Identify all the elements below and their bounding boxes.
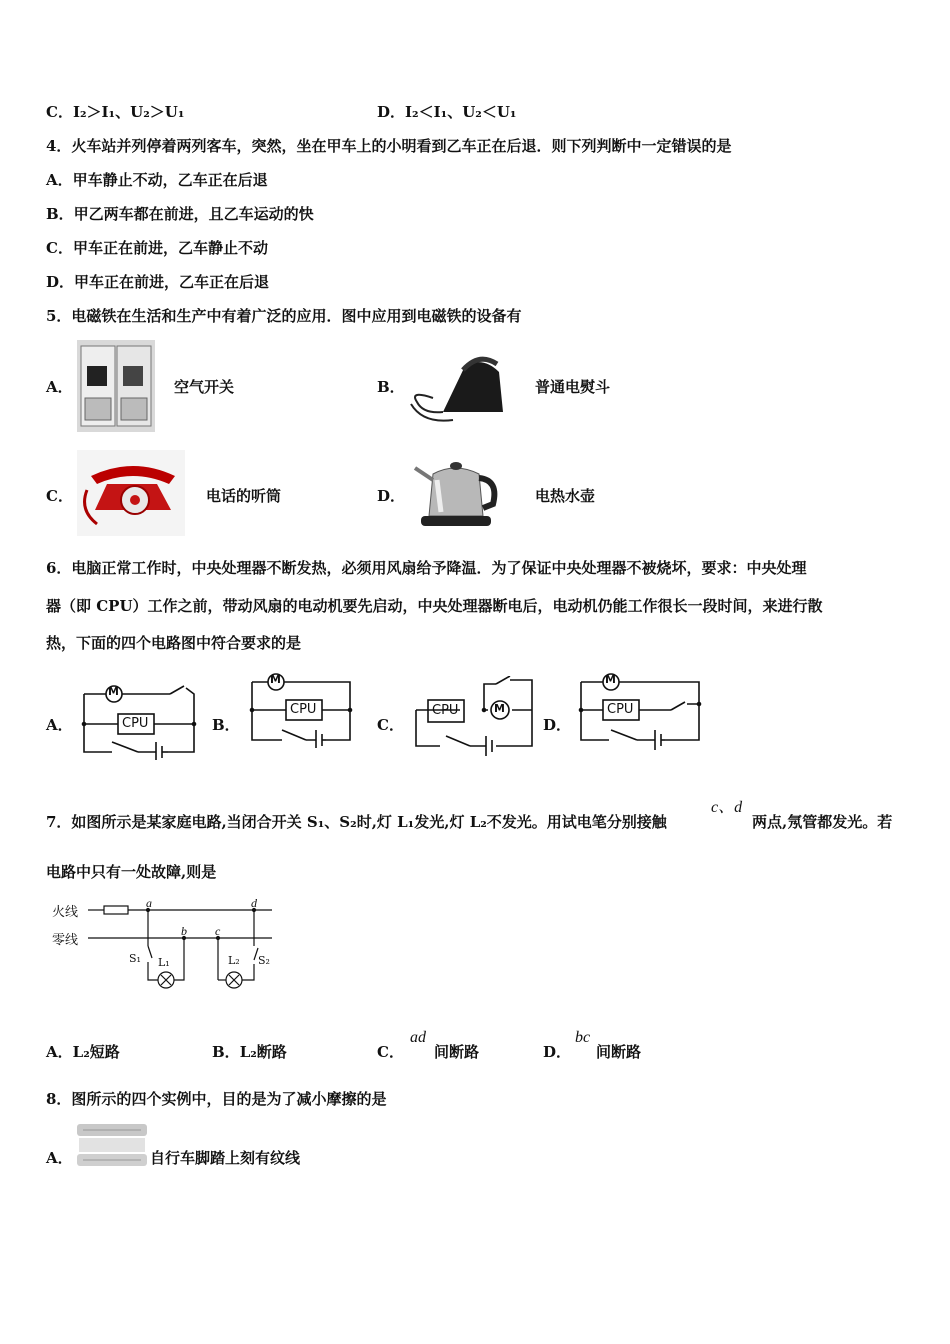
q7-line-1a: 7．如图所示是某家庭电路,当闭合开关 S₁、S₂时,灯 L₁发光,灯 L₂不发光。用试电笔分别接触 xyxy=(46,813,667,831)
q7-option-a-label: A． xyxy=(46,1043,73,1061)
q8-option-a-text: 自行车脚踏上刻有纹线 xyxy=(150,1149,301,1167)
q5-option-a-text: 空气开关 xyxy=(174,378,235,396)
q6-line-2: 器（即 CPU）工作之前，带动风扇的电动机要先启动，中央处理器断电后，电动机仍能工作很长一段时间，来进行散 xyxy=(46,597,823,615)
bicycle-pedal-image xyxy=(77,1122,147,1168)
q7-option-d-text: 间断路 xyxy=(596,1043,642,1061)
q3-option-d xyxy=(377,102,517,122)
q7-option-b-text: L₂断路 xyxy=(239,1043,287,1061)
point-d: d xyxy=(251,896,257,910)
circuit-d-cpu-label: CPU xyxy=(607,702,634,717)
q4-option-d: D．甲车正在前进，乙车正在后退 xyxy=(46,273,270,291)
circuit-a-motor-label: M xyxy=(108,685,119,698)
circuit-b-motor-label: M xyxy=(270,673,281,686)
q6-option-d-label: D． xyxy=(543,716,572,734)
q7-option-c-label: C． xyxy=(377,1043,404,1061)
q3-option-d-text: I₂＜I₁、U₂＜U₁ xyxy=(405,103,517,121)
q7-option-b-label: B． xyxy=(212,1043,240,1061)
neutral-wire-label: 零线 xyxy=(52,933,79,948)
q5-option-b-text: 普通电熨斗 xyxy=(535,378,611,396)
q3-option-d-label: D． xyxy=(377,103,406,121)
q5-option-c-text: 电话的听筒 xyxy=(206,487,282,505)
q5-option-d-label: D． xyxy=(377,487,406,505)
live-wire-label: 火线 xyxy=(52,905,79,920)
q6-line-3: 热，下面的四个电路图中符合要求的是 xyxy=(46,634,302,652)
q5-option-b-label: B． xyxy=(377,378,405,396)
circuit-a xyxy=(78,680,198,760)
circuit-c xyxy=(410,676,536,764)
q7-option-c-math: ad xyxy=(410,1029,426,1046)
q8-option-a-label: A． xyxy=(46,1149,73,1167)
q6-option-a-label: A． xyxy=(46,716,73,734)
q8-stem: 8．图所示的四个实例中，目的是为了减小摩擦的是 xyxy=(46,1090,387,1108)
q7-points-cd: c、d xyxy=(711,799,743,816)
q5-option-a-label: A． xyxy=(46,378,73,396)
q5-stem: 5．电磁铁在生活和生产中有着广泛的应用．图中应用到电磁铁的设备有 xyxy=(46,307,522,325)
q4-option-c: C．甲车正在前进，乙车静止不动 xyxy=(46,239,268,257)
q4-option-b: B．甲乙两车都在前进，且乙车运动的快 xyxy=(46,205,314,223)
switch-s2-label: S₂ xyxy=(258,954,270,967)
q3-option-c-label: C． xyxy=(46,103,73,121)
q3-option-c-text: I₂＞I₁、U₂＞U₁ xyxy=(72,103,185,121)
q4-stem: 4．火车站并列停着两列客车，突然，坐在甲车上的小明看到乙车正在后退．则下列判断中一定错误的是 xyxy=(46,137,732,155)
q5-option-d-text: 电热水壶 xyxy=(535,487,596,505)
lamp-l2-label: L₂ xyxy=(228,954,240,967)
air-switch-image xyxy=(77,340,155,432)
q7-line-1b: 两点,氖管都发光。若 xyxy=(752,813,893,831)
circuit-c-motor-label: M xyxy=(494,702,505,715)
q7-option-b xyxy=(212,1042,287,1062)
iron-image xyxy=(403,342,513,432)
q6-line-1: 6．电脑正常工作时，中央处理器不断发热，必须用风扇给予降温．为了保证中央处理器不被烧坏，要求：中央处理 xyxy=(46,559,807,577)
circuit-d-motor-label: M xyxy=(605,673,616,686)
q7-option-d-math: bc xyxy=(575,1029,591,1046)
circuit-c-cpu-label: CPU xyxy=(432,703,459,718)
kettle-image xyxy=(407,446,505,534)
q7-option-c-text: 间断路 xyxy=(434,1043,480,1061)
q4-option-a: A．甲车静止不动，乙车正在后退 xyxy=(46,171,268,189)
q3-option-c xyxy=(46,102,184,122)
q7-option-a xyxy=(46,1042,120,1062)
q7-line-2: 电路中只有一处故障,则是 xyxy=(46,863,217,881)
household-circuit-diagram xyxy=(50,896,280,996)
point-a: a xyxy=(146,896,152,910)
circuit-b-cpu-label: CPU xyxy=(290,702,317,717)
switch-s1-label: S₁ xyxy=(129,952,141,965)
q7-option-a-text: L₂短路 xyxy=(72,1043,120,1061)
point-c: c xyxy=(215,924,221,938)
point-b: b xyxy=(181,924,187,938)
q6-option-c-label: C． xyxy=(377,716,404,734)
telephone-image xyxy=(77,450,185,536)
q6-option-b-label: B． xyxy=(212,716,240,734)
q7-option-d-label: D． xyxy=(543,1043,572,1061)
circuit-d xyxy=(575,668,703,750)
q5-option-c-label: C． xyxy=(46,487,73,505)
lamp-l1-label: L₁ xyxy=(158,956,170,969)
circuit-a-cpu-label: CPU xyxy=(122,716,149,731)
circuit-b xyxy=(246,668,356,748)
